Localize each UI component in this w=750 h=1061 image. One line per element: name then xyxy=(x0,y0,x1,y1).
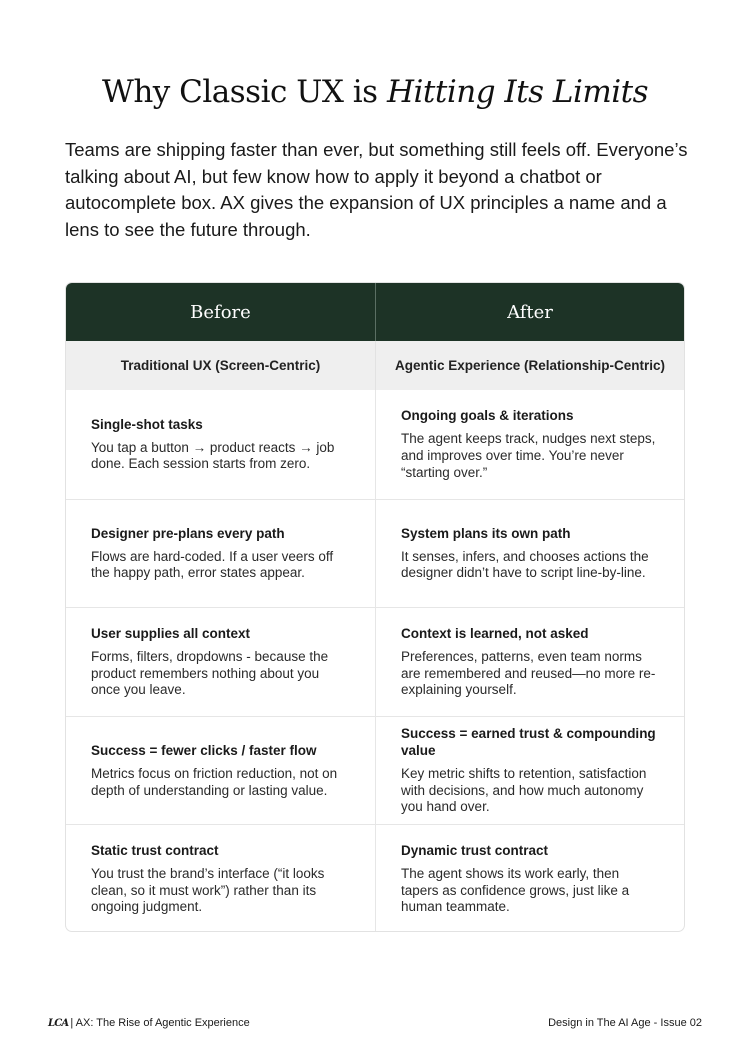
cell-before xyxy=(66,500,375,608)
comparison-table xyxy=(65,282,685,932)
cell-body: Preferences, patterns, even team norms are remembered and reused—no more re-explaining yourself. xyxy=(401,649,656,698)
title-regular: Why Classic UX is xyxy=(101,74,387,110)
cell-before xyxy=(66,717,375,825)
footer-left-text: | AX: The Rise of Agentic Experience xyxy=(70,1017,250,1029)
cell-body: You trust the brand’s interface (“it looks clean, so it must work”) rather than its ongoing judgment. xyxy=(91,866,325,915)
cell-before xyxy=(66,825,375,932)
cell-body: Key metric shifts to retention, satisfaction with decisions, and how much autonomy you hand over. xyxy=(401,766,647,815)
title-italic: Hitting Its Limits xyxy=(386,74,649,110)
cell-body: You tap a button → product reacts → job done. Each session starts from zero. xyxy=(91,439,335,472)
lca-logo: LCA xyxy=(48,1017,69,1029)
cell-title: Ongoing goals & iterations xyxy=(401,408,574,424)
footer-left xyxy=(48,1017,250,1029)
table-header xyxy=(66,283,684,341)
cell-title: System plans its own path xyxy=(401,525,571,541)
cell-after xyxy=(375,717,684,825)
cell-title: Static trust contract xyxy=(91,843,219,859)
cell-before xyxy=(66,608,375,716)
intro-paragraph: Teams are shipping faster than ever, but something still feels off. Everyone’s talking about AI, but few know how to apply it beyond a chatbot or autocomplete box. AX gives the expansion of UX principles a name and a lens to see the future through. xyxy=(65,139,688,240)
cell-after xyxy=(375,608,684,716)
cell-body: Forms, filters, dropdowns - because the product remembers nothing about you once you leave. xyxy=(91,649,329,698)
header-after: After xyxy=(375,283,684,341)
table-row xyxy=(66,390,684,499)
header-before: Before xyxy=(190,301,251,323)
cell-after xyxy=(375,390,684,499)
cell-title: Designer pre-plans every path xyxy=(91,525,285,541)
subheader-before: Traditional UX (Screen-Centric) xyxy=(120,358,321,373)
cell-before xyxy=(66,390,375,499)
cell-body: Flows are hard-coded. If a user veers off the happy path, error states appear. xyxy=(91,548,334,581)
cell-body: Metrics focus on friction reduction, not on depth of understanding or lasting value. xyxy=(91,765,338,798)
table-subheader xyxy=(66,341,684,390)
cell-title: Single-shot tasks xyxy=(91,416,203,432)
table-row xyxy=(66,607,684,716)
footer-right: Design in The AI Age - Issue 02 xyxy=(548,1017,702,1029)
cell-body: The agent keeps track, nudges next steps, and improves over time. You’re never “starting over.” xyxy=(401,431,656,480)
cell-title: Dynamic trust contract xyxy=(401,843,549,859)
cell-body: It senses, infers, and chooses actions the designer didn’t have to script line-by-line. xyxy=(401,548,649,581)
table-row xyxy=(66,716,684,825)
cell-title: Context is learned, not asked xyxy=(401,626,589,642)
page-title xyxy=(0,74,750,110)
cell-title: Success = earned trust & compounding value xyxy=(401,726,656,759)
cell-after xyxy=(375,500,684,608)
table-row xyxy=(66,499,684,608)
subheader-after: Agentic Experience (Relationship-Centric) xyxy=(375,341,684,390)
cell-after xyxy=(375,825,684,932)
cell-title: Success = fewer clicks / faster flow xyxy=(91,742,317,758)
cell-title: User supplies all context xyxy=(91,626,251,642)
cell-body: The agent shows its work early, then tapers as confidence grows, just like a human teammate. xyxy=(401,866,630,915)
table-row xyxy=(66,824,684,932)
